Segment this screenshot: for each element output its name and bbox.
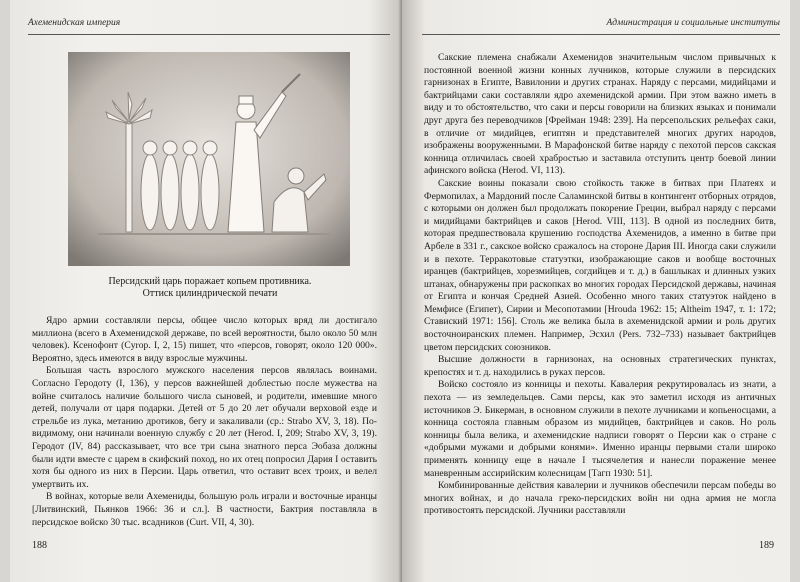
page-number-left: 188	[32, 540, 47, 551]
paragraph: Большая часть взрослого мужского населения персов являлась воинами. Согласно Геродоту (I, 136), у персов важнейшей доблестью после мужества на войне считалось наличие большого числа сыновей, и родители, имевшие много детей, получали от царя подарки. Детей от 5 до 20 лет обучали верховой езде и стрельбе из лука, метанию дротиков, бегу и закаливали (ср.: Strabo XV, 3, 18). По-видимому, они начинали военную службу с 20 лет (Herod. I, 209; Strabo XV, 3, 19). Геродот (IV, 84) рассказывает, что все три сына знатного перса Эобаза должны были идти вместе с царем в скифский поход, но их отец попросил Дария I оставить хотя бы одного из них в Персии. Царь ответил, что оставит всех троих, и велел умертвить их.	[32, 365, 377, 490]
paragraph: Высшие должности в гарнизонах, на основных стратегических пунктах, крепостях и т. д. находились в руках персов.	[424, 354, 776, 378]
seal-relief-illustration	[68, 52, 350, 266]
paragraph: Сакские воины показали свою стойкость также в битвах при Платеях и Фермопилах, а Мардоний после Саламинской битвы в контингент отборных отрядов, с которыми он должен был продолжать покорение Греции, выбрал наряду с персами и мидийцами бактрийцев и саков [Herod. VIII, 113]. В одной из последних битв, которая предшествовала крушению господства Ахеменидов, а именно в битве при Арбеле в 331 г., сакское войско сражалось на стороне Дария III. Иногда саки служили и в пехоте. Терракотовые статуэтки, изображающие саков и вообще восточных иранцев (бактрийцев, хорезмийцев, согдийцев и т. д.) в башлыках и длинных узких штанах, обнаружены при раскопках во многих городах Персидской державы, начиная от Египта и кончая Средней Азией. Особенно много таких статуэток найдено в Мемфисе (Египет), Сирии и Месопотамии [Hrouda 1962: 15; Altheim 1947, т. 1: 172; Ставиский 1971: 156]. Столь же велика была в ахеменидской армии и роль других восточноиранских племен. Например, Эсхил (Pers. 732–733) называет бактрийцев цветом персидских союзников.	[424, 177, 776, 353]
paragraph: В войнах, которые вели Ахемениды, большую роль играли и восточные иранцы [Литвинский, Пьянков 1966: 36 и сл.]. В частности, Бактрия поставляла в персидское войско 30 тыс. всадников (Curt. VII, 4, 30).	[32, 491, 377, 528]
paragraph: Ядро армии составляли персы, общее число которых вряд ли достигало миллиона (всего в Ахеменидской державе, по всей вероятности, было около 50 млн человек). Ксенофонт (Cyrop. I, 2, 15) пишет, что «персов, говорят, около 120 000». Вероятно, здесь имеются в виду взрослые мужчины.	[32, 315, 377, 364]
right-page	[402, 0, 790, 582]
right-body-text	[424, 52, 776, 518]
paragraph: Войско состояло из конницы и пехоты. Кавалерия рекрутировалась из знати, а пехота — из земледельцев. Сами персы, как это заметил исходя из античных источников Э. Бикерман, в основном служили в пехоте лучниками и копьеносцами, а конница состояла главным образом из мидийцев, бактрийцев и саков. Но роль конницы была велика, и ахеменидские надписи говорят о Персии как о стране с «добрыми мужами и добрыми конями». Именно иранцы первыми стали широко применять конницу еще в начале I тысячелетия и нанесли поражение менее маневренным ассирийским колесницам [Тагп 1930: 51].	[424, 379, 776, 479]
seal-impression-image	[68, 52, 350, 266]
paragraph: Комбинированные действия кавалерии и лучников обеспечили персам победы во многих войнах, и до начала греко-персидских войн ни одна армия не могла противостоять персидской. Лучники расставляли	[424, 480, 776, 517]
page-number-right: 189	[759, 540, 774, 551]
running-header-left: Ахеменидская империя	[28, 18, 390, 35]
running-header-right: Администрация и социальные институты	[422, 18, 780, 35]
left-body-text	[32, 315, 377, 529]
caption-line-1: Персидский царь поражает копьем противника.	[108, 276, 312, 287]
left-page	[10, 0, 400, 582]
paragraph: Сакские племена снабжали Ахеменидов значительным числом привычных к постоянной военной жизни конных лучников, которые служили в персидских гарнизонах в Египте, Вавилонии и других странах. Наряду с персами, мидийцами и бактрийцами саки составляли ядро ахеменидской армии. При этом важно иметь в виду и то обстоятельство, что саки и персы говорили на близких языках и понимали друг друга без переводчиков [Фрейман 1948: 239]. На персепольских рельефах саки, в отличие от мидийцев, египтян и представителей многих других народов, изображены вооруженными. В Марафонской битве наряду с пехотой персов сакская конница отличилась своей храбростью и заставила отступить центр боевой линии афинского войска (Herod. VI, 113).	[424, 52, 776, 177]
caption-line-2: Оттиск цилиндрической печати	[142, 288, 278, 299]
figure-caption	[50, 276, 370, 300]
